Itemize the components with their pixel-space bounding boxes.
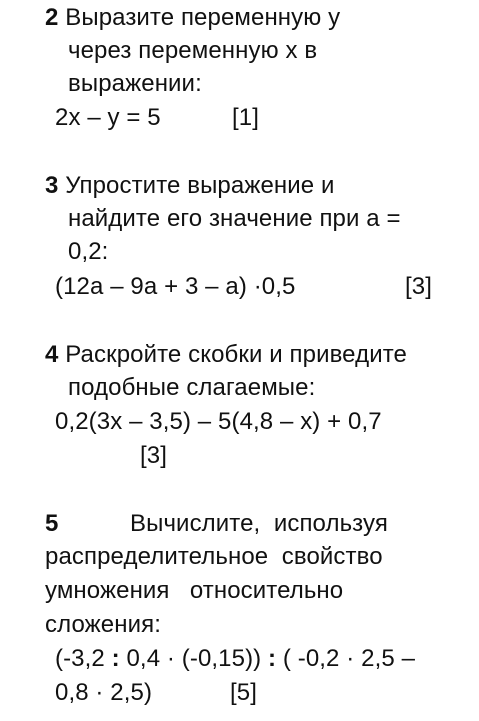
task-4-text-2: подобные слагаемые:: [68, 374, 316, 401]
task-5-number: 5: [45, 510, 59, 537]
task-2-text-2: через переменную х в: [68, 37, 318, 64]
task-5-expression-line-1: [55, 645, 415, 673]
task-5-text-4: сложения:: [45, 611, 161, 638]
task-5-expr-part-2: 0,4 · (-0,15)): [119, 645, 269, 672]
task-5-expression-line-2: 0,8 · 2,5): [55, 679, 153, 706]
task-3-text-3: 0,2:: [68, 238, 109, 265]
task-4-line-1: [45, 341, 407, 369]
task-2-number: 2: [45, 4, 59, 31]
task-3-points: [3]: [405, 273, 432, 300]
task-5-text-1: Вычислите, используя: [130, 510, 388, 537]
task-2-line-1: [45, 4, 340, 32]
task-3-number: 3: [45, 172, 59, 199]
task-2-text-1: Выразите переменную у: [65, 4, 341, 31]
task-2-text-3: выражении:: [68, 70, 202, 97]
division-sign-1: :: [111, 645, 120, 672]
task-2-expression: 2х – у = 5: [55, 104, 161, 131]
division-sign-2: :: [268, 645, 277, 672]
task-4-points: [3]: [140, 442, 167, 469]
task-4-text-1: Раскройте скобки и приведите: [65, 341, 407, 368]
task-4-expression: 0,2(3х – 3,5) – 5(4,8 – х) + 0,7: [55, 408, 382, 435]
task-5-expr-part-1: (-3,2: [55, 645, 112, 672]
task-3-line-1: [45, 172, 335, 200]
task-5-text-2: распределительное свойство: [45, 543, 383, 570]
task-2-points: [1]: [232, 104, 259, 131]
task-5-expr-part-3: ( -0,2 · 2,5 –: [276, 645, 416, 672]
task-5-text-3: умножения относительно: [45, 577, 344, 604]
task-3-text-1: Упростите выражение и: [65, 172, 335, 199]
task-3-expression: (12а – 9а + 3 – а) ·0,5: [55, 273, 296, 300]
task-3-text-2: найдите его значение при а =: [68, 205, 401, 232]
task-5-points: [5]: [230, 679, 257, 706]
task-4-number: 4: [45, 341, 59, 368]
